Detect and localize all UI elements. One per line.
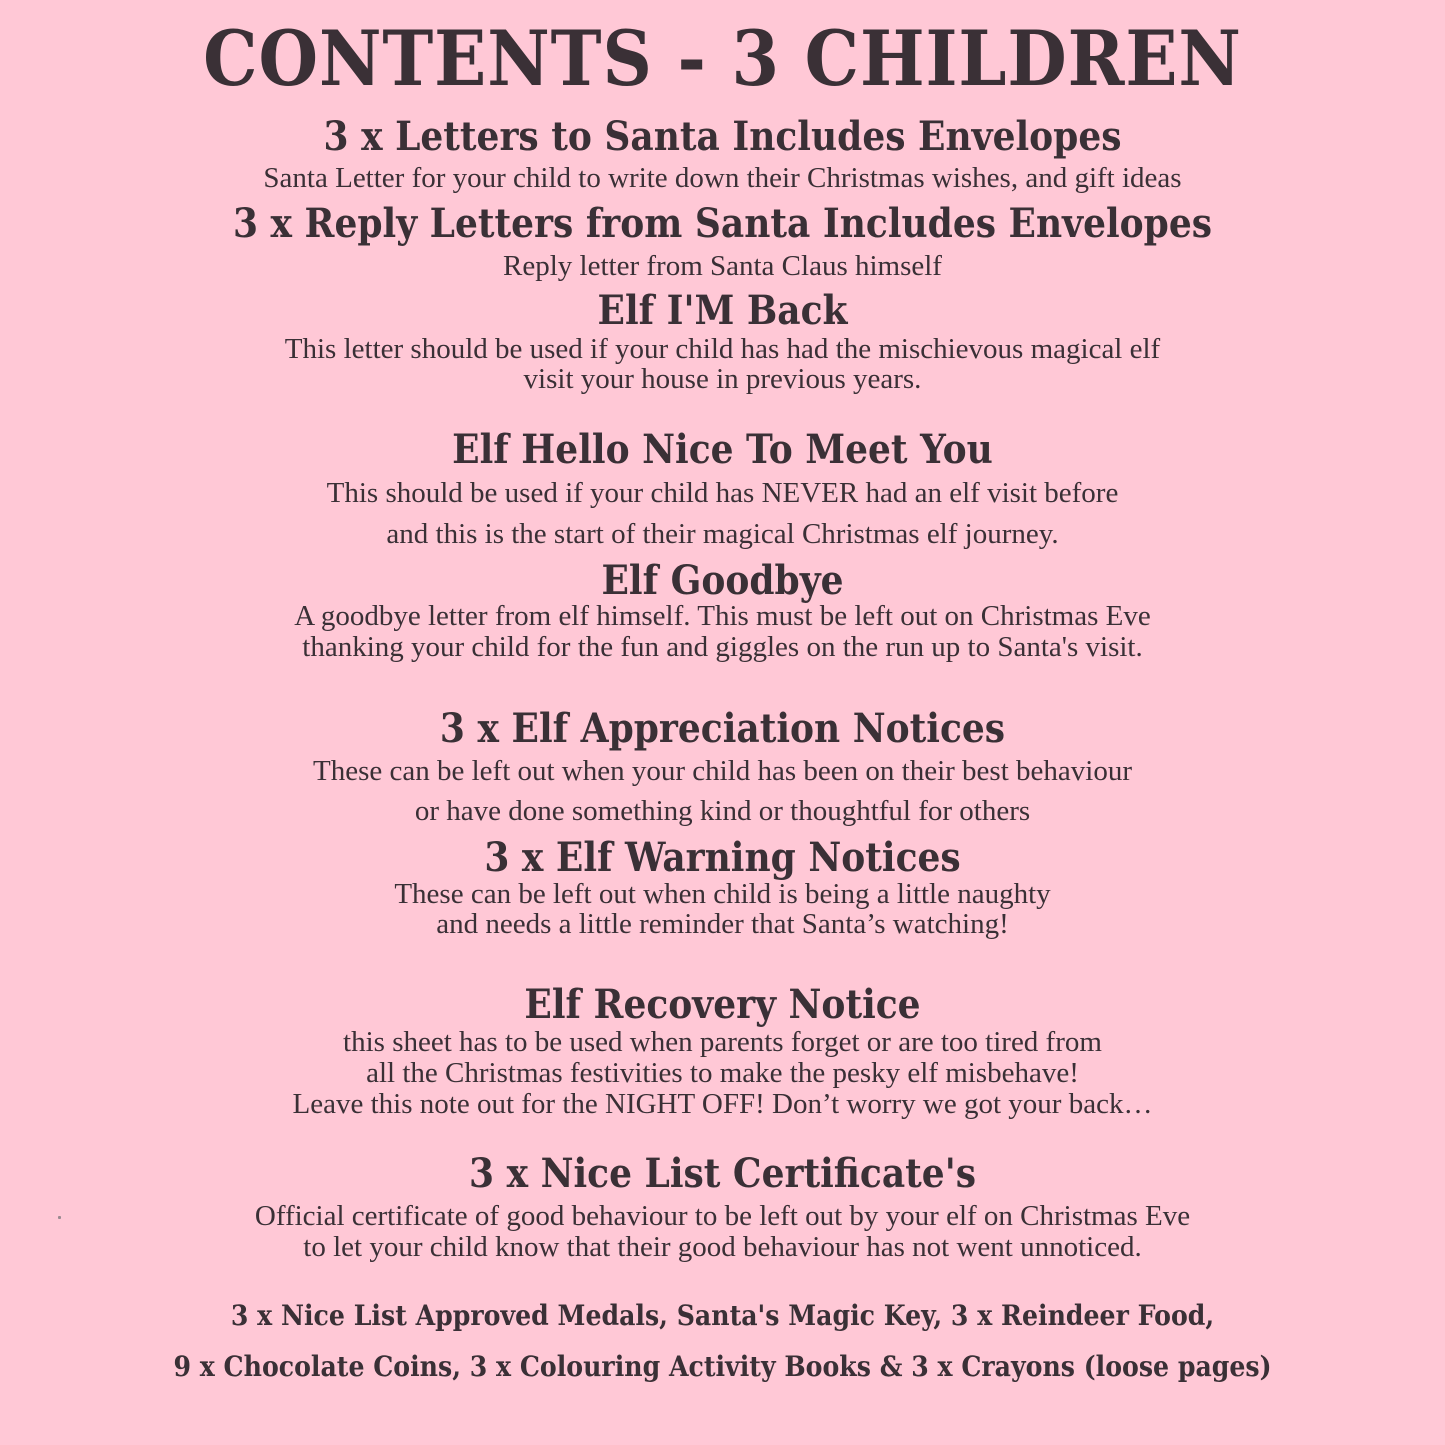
footer-extras-line: 3 x Nice List Approved Medals, Santa's Magic Key, 3 x Reindeer Food,	[230, 1299, 1215, 1332]
section-heading-elf-hello: Elf Hello Nice To Meet You	[452, 426, 993, 473]
section-description: These can be left out when child is being a little naughty	[394, 878, 1051, 910]
section-heading-elf-im-back: Elf I'M Back	[597, 287, 848, 334]
section-heading-warning-notices: 3 x Elf Warning Notices	[484, 834, 961, 881]
section-description: visit your house in previous years.	[523, 363, 922, 395]
section-heading-recovery-notice: Elf Recovery Notice	[524, 981, 921, 1028]
stray-mark	[58, 1216, 61, 1219]
section-description: thanking your child for the fun and giggles on the run up to Santa's visit.	[302, 631, 1143, 663]
section-description: These can be left out when your child has been on their best behaviour	[313, 755, 1132, 787]
section-description: This letter should be used if your child has had the mischievous magical elf	[284, 333, 1161, 365]
section-heading-appreciation-notices: 3 x Elf Appreciation Notices	[439, 705, 1006, 752]
section-description: Reply letter from Santa Claus himself	[503, 250, 942, 282]
section-description: A goodbye letter from elf himself. This must be left out on Christmas Eve	[294, 600, 1151, 632]
section-description: and needs a little reminder that Santa’s watching!	[436, 908, 1009, 940]
section-heading-elf-goodbye: Elf Goodbye	[601, 557, 844, 604]
section-heading-letters-to-santa: 3 x Letters to Santa Includes Envelopes	[323, 113, 1122, 160]
section-description: and this is the start of their magical Christmas elf journey.	[386, 518, 1059, 550]
section-description: or have done something kind or thoughtful for others	[414, 795, 1031, 827]
section-heading-reply-letters: 3 x Reply Letters from Santa Includes Envelopes	[232, 200, 1213, 247]
section-description: Official certificate of good behaviour to be left out by your elf on Christmas Eve	[254, 1200, 1191, 1232]
section-description: this sheet has to be used when parents forget or are too tired from	[343, 1026, 1102, 1058]
section-description: Santa Letter for your child to write down their Christmas wishes, and gift ideas	[263, 162, 1182, 194]
section-description: Leave this note out for the NIGHT OFF! Don’t worry we got your back…	[292, 1088, 1153, 1120]
section-heading-nice-list-certificates: 3 x Nice List Certificate's	[468, 1150, 977, 1197]
page-title: CONTENTS - 3 CHILDREN	[203, 14, 1242, 103]
section-description: to let your child know that their good behaviour has not went unnoticed.	[303, 1231, 1142, 1263]
section-description: all the Christmas festivities to make the pesky elf misbehave!	[366, 1057, 1079, 1089]
footer-extras-line: 9 x Chocolate Coins, 3 x Colouring Activity Books & 3 x Crayons (loose pages)	[173, 1350, 1272, 1383]
section-description: This should be used if your child has NEVER had an elf visit before	[326, 477, 1119, 509]
